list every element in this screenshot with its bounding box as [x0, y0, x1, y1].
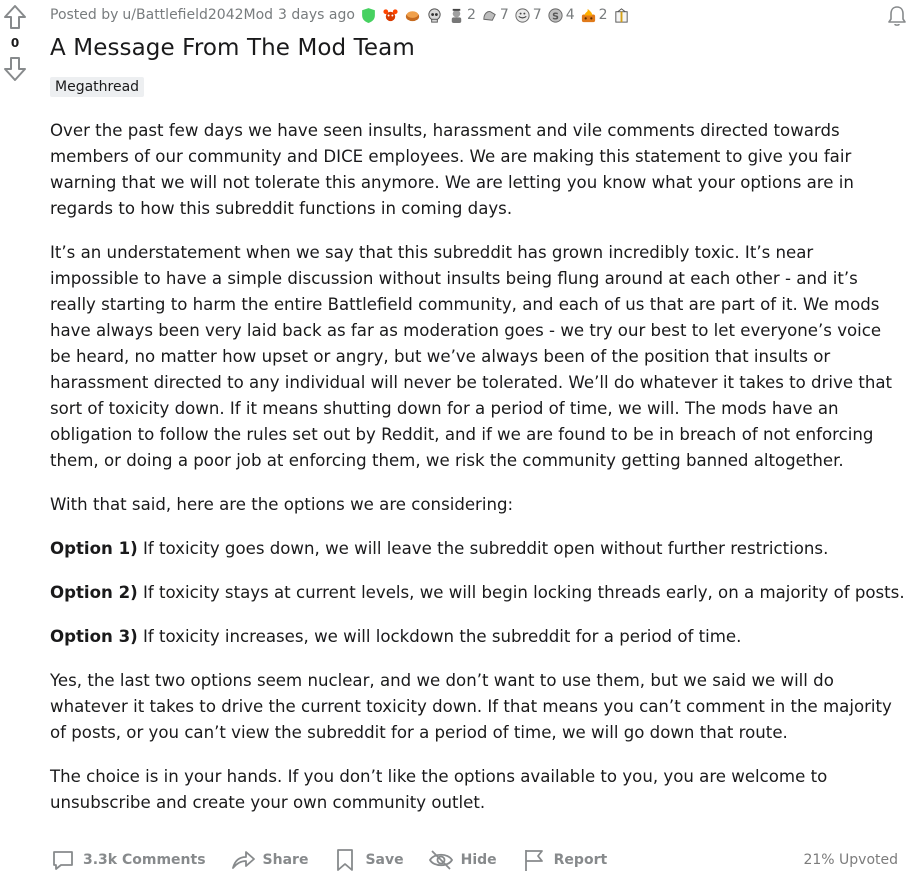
upvote-arrow-icon [2, 4, 28, 30]
award-2[interactable] [404, 7, 421, 24]
bread-award-icon [404, 7, 421, 24]
option-2-text: If toxicity stays at current levels, we will begin locking threads early, on a majority of posts. [137, 583, 905, 602]
upvote-button[interactable] [0, 2, 30, 32]
post-body [50, 118, 905, 834]
body-paragraph-3: With that said, here are the options we are considering: [50, 495, 514, 514]
mod-shield-award[interactable] [360, 7, 377, 24]
award-4[interactable] [448, 7, 476, 24]
comment-bubble-icon [50, 847, 76, 873]
report-label: Report [553, 852, 608, 868]
hands-award-icon [481, 7, 498, 24]
report-button[interactable] [521, 847, 608, 873]
post-flair[interactable]: Megathread [50, 77, 144, 97]
closing-paragraph-1: Yes, the last two options seem nuclear, and we don’t want to use them, but we said we will do whatever it takes to drive the current toxicity down. If that means you can’t comment in the majority of posts, or you can’t view the subreddit for a period of time, we will go down that route. [50, 671, 892, 742]
option-1-label: Option 1) [50, 539, 138, 558]
author-link[interactable]: u/Battlefield2042Mod [122, 7, 274, 23]
award-9[interactable] [613, 7, 630, 24]
skull-award-icon [426, 7, 443, 24]
share-label: Share [262, 852, 309, 868]
option-1-text: If toxicity goes down, we will leave the subreddit open without further restrictions. [137, 539, 829, 558]
notification-bell-icon [885, 4, 909, 28]
follow-post-button[interactable] [885, 4, 909, 28]
award-8[interactable] [580, 7, 608, 24]
shield-icon [360, 7, 377, 24]
posted-by-prefix: Posted by [50, 7, 119, 23]
comments-button[interactable] [50, 847, 206, 873]
award-5[interactable] [481, 7, 509, 24]
save-button[interactable] [332, 847, 403, 873]
post-time[interactable]: 3 days ago [278, 7, 355, 23]
option-3-text: If toxicity increases, we will lockdown the subreddit for a period of time. [137, 627, 742, 646]
gift-box-award-icon [613, 7, 630, 24]
award-1[interactable] [382, 7, 399, 24]
award-6-count: 7 [532, 7, 542, 23]
eye-slash-icon [428, 847, 454, 873]
hide-button[interactable] [428, 847, 497, 873]
award-7[interactable] [547, 7, 575, 24]
award-3[interactable] [426, 7, 443, 24]
silver-coin-award-icon [547, 7, 564, 24]
award-6[interactable] [514, 7, 542, 24]
post-action-bar [50, 844, 898, 876]
vote-column [0, 0, 30, 84]
body-paragraph-2: It’s an understatement when we say that this subreddit has grown incredibly toxic. It’s near impossible to have a simple discussion without insults being flung around at each other - and it’s really starting to harm the entire Battlefield community, and each of us that are part of it. We mods have always been very laid back as far as moderation goes - we try our best to let everyone’s voice be heard, no matter how upset or angry, but we’ve always been of the position that insults or harassment directed to any individual will never be tolerated. We’ll do whatever it takes to drive that sort of toxicity down. If it means shutting down for a period of time, we will. The mods have an obligation to follow the rules set out by Reddit, and if we are found to be in breach of not enforcing them, or doing a poor job at enforcing them, we risk the community getting banned altogether. [50, 243, 893, 470]
award-7-count: 4 [565, 7, 575, 23]
save-label: Save [365, 852, 404, 868]
comments-label: 3.3k Comments [83, 852, 206, 868]
option-3-paragraph [50, 624, 905, 650]
upvote-ratio: 21% Upvoted [803, 852, 898, 868]
post-title: A Message From The Mod Team [50, 35, 415, 61]
award-4-count: 2 [466, 7, 476, 23]
award-5-count: 7 [499, 7, 509, 23]
vote-count: 0 [10, 36, 20, 50]
option-1-paragraph [50, 536, 905, 562]
share-button[interactable] [230, 847, 309, 873]
award-8-count: 2 [598, 7, 608, 23]
hide-label: Hide [460, 852, 497, 868]
downvote-arrow-icon [2, 56, 28, 82]
crab-award-icon [382, 7, 399, 24]
wave-face-award-icon [514, 7, 531, 24]
bookmark-icon [332, 847, 358, 873]
option-2-paragraph [50, 580, 905, 606]
body-paragraph-1: Over the past few days we have seen insults, harassment and vile comments directed towards members of our community and DICE employees. We are making this statement to give you fair warning that we will not tolerate this anymore. We are letting you know what your options are in regards to how this subreddit functions in coming days. [50, 121, 854, 218]
closing-paragraph-2: The choice is in your hands. If you don’t like the options available to you, you are welcome to unsubscribe and create your own community outlet. [50, 767, 828, 812]
share-arrow-icon [230, 847, 256, 873]
option-3-label: Option 3) [50, 627, 138, 646]
option-2-label: Option 2) [50, 583, 138, 602]
post-meta [50, 4, 630, 26]
fire-award-icon [580, 7, 597, 24]
downvote-button[interactable] [0, 54, 30, 84]
svg-text:S: S [551, 10, 559, 22]
flag-icon [521, 847, 547, 873]
hat-person-award-icon [448, 7, 465, 24]
